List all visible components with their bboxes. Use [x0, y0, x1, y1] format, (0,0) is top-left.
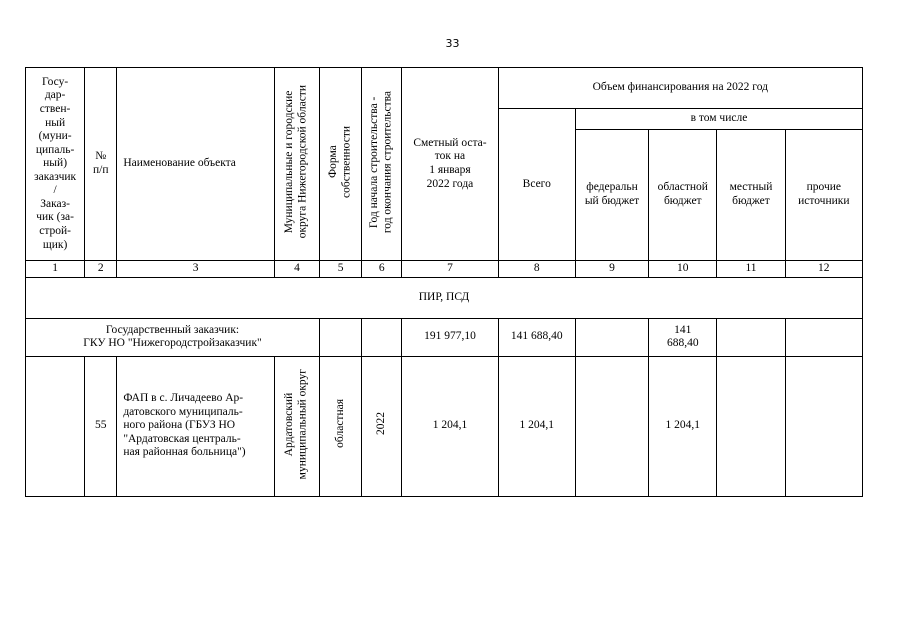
- customer-regional: 141 688,40: [649, 318, 717, 356]
- customer-name: Государственный заказчик: ГКУ НО "Нижегородстройзаказчик": [26, 318, 320, 356]
- page-number: 33: [445, 37, 460, 50]
- row-total: 1 204,1: [498, 356, 575, 496]
- column-number: 8: [498, 261, 575, 278]
- row-ownership: [320, 356, 362, 496]
- column-number: 7: [402, 261, 498, 278]
- header-number: № п/п: [85, 68, 117, 261]
- row-estimated-balance: 1 204,1: [402, 356, 498, 496]
- customer-total: 141 688,40: [498, 318, 575, 356]
- row-years: [362, 356, 402, 496]
- row-object-name: ФАП в с. Личадеево Ар- датовского муниципаль- ного района (ГБУЗ НО "Ардатовская централь- ная районная больница"): [117, 356, 275, 496]
- header-ownership-label: Форма собственности: [327, 125, 353, 198]
- row-regional: 1 204,1: [649, 356, 717, 496]
- header-local: местный бюджет: [717, 130, 785, 261]
- customer-estimated-balance: 191 977,10: [402, 318, 498, 356]
- column-number: 9: [575, 261, 648, 278]
- header-estimated-balance: Сметный оста- ток на 1 января 2022 года: [402, 68, 498, 261]
- column-number: 10: [649, 261, 717, 278]
- header-ownership: [320, 68, 362, 261]
- header-including: в том числе: [575, 109, 862, 130]
- header-other: прочие источники: [785, 130, 862, 261]
- header-customer: Госу- дар- ствен- ный (муни- ципаль- ный) заказчик / Заказ- чик (за- строй- щик): [26, 68, 85, 261]
- header-financing: Объем финансирования на 2022 год: [498, 68, 862, 109]
- row-municipality: [274, 356, 319, 496]
- column-number: 1: [26, 261, 85, 278]
- row-years-label: 2022: [374, 412, 387, 436]
- header-years-label: Год начала строительства - год окончания строительства: [368, 90, 394, 233]
- header-years: [362, 68, 402, 261]
- column-number: 12: [785, 261, 862, 278]
- row-municipality-label: Ардатовский муниципальный округ: [283, 368, 309, 479]
- header-total: Всего: [498, 109, 575, 261]
- header-municipality: [274, 68, 319, 261]
- header-municipality-label: Муниципальные и городские округа Нижегородской области: [283, 85, 309, 239]
- header-federal: федеральн ый бюджет: [575, 130, 648, 261]
- column-number: 5: [320, 261, 362, 278]
- column-number: 11: [717, 261, 785, 278]
- financing-table: [25, 67, 863, 497]
- column-number: 2: [85, 261, 117, 278]
- table-row: [26, 356, 863, 496]
- row-ownership-label: областная: [333, 399, 346, 449]
- header-regional: областной бюджет: [649, 130, 717, 261]
- header-object-name: Наименование объекта: [117, 68, 275, 261]
- customer-row: [26, 318, 863, 356]
- section-title: ПИР, ПСД: [26, 277, 863, 318]
- column-number: 3: [117, 261, 275, 278]
- column-number: 4: [274, 261, 319, 278]
- column-number-row: [26, 261, 863, 278]
- column-number: 6: [362, 261, 402, 278]
- row-number: 55: [85, 356, 117, 496]
